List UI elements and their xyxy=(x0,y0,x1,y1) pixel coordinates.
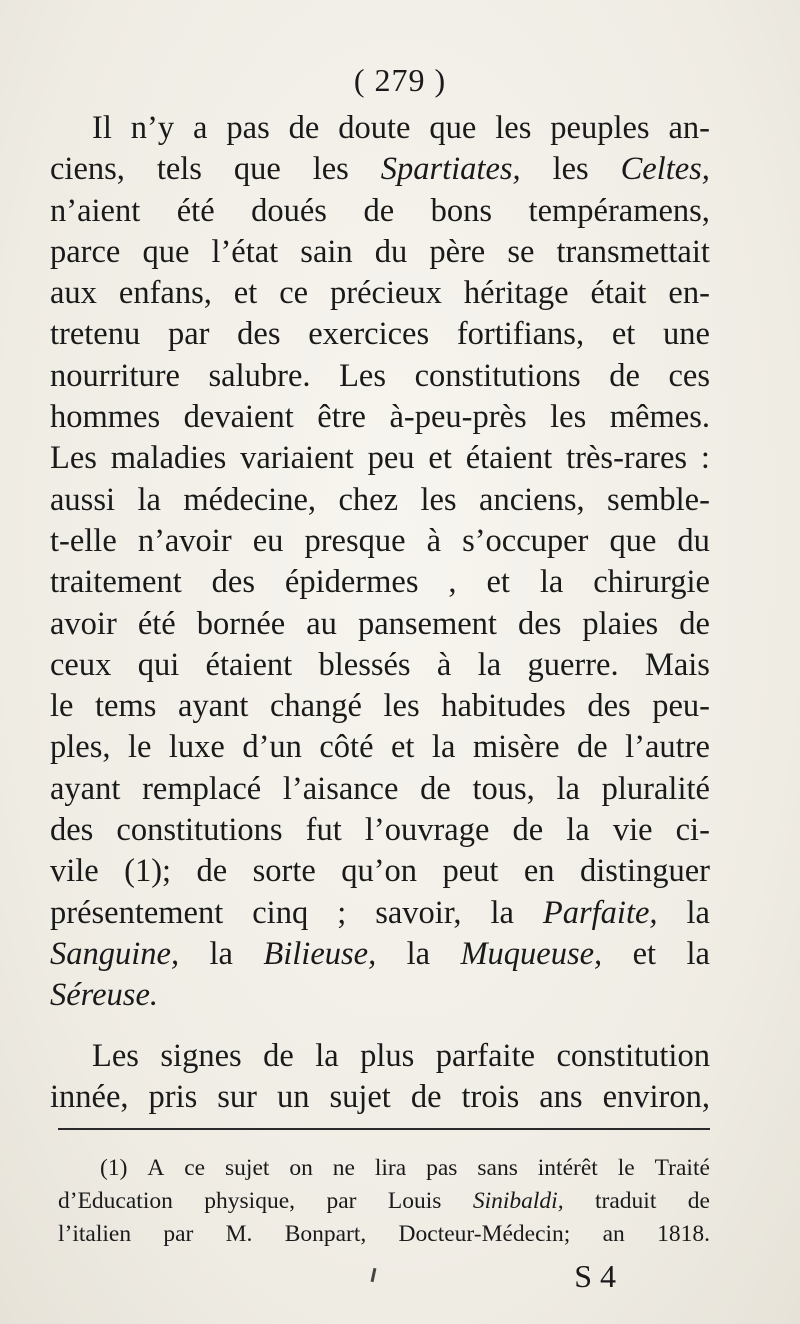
word: par xyxy=(167,316,210,353)
word: sorte xyxy=(252,853,316,890)
word: vile xyxy=(50,853,99,890)
text-line xyxy=(50,769,710,810)
word: environ, xyxy=(602,1078,710,1115)
word: sur xyxy=(217,1078,257,1115)
word: des xyxy=(518,605,562,642)
word: , xyxy=(448,564,457,601)
word: sans xyxy=(477,1155,518,1181)
text-line xyxy=(58,1185,710,1218)
word: devaient xyxy=(183,399,294,436)
word: trois xyxy=(461,1078,520,1115)
word: que xyxy=(233,151,281,188)
word: à xyxy=(426,522,442,559)
word: père xyxy=(429,233,486,270)
footnote xyxy=(58,1152,710,1251)
word: on xyxy=(289,1155,313,1181)
word: au xyxy=(306,605,337,642)
page-number: ( 279 ) xyxy=(353,62,447,98)
word: parfaite xyxy=(435,1037,536,1074)
word: la xyxy=(477,646,502,683)
word: se xyxy=(507,233,535,270)
word: héritage xyxy=(463,275,569,312)
word: intérêt xyxy=(537,1155,598,1181)
word: fortifians, xyxy=(456,316,585,353)
word: Sanguine, xyxy=(50,935,180,972)
word: Celtes, xyxy=(620,151,710,188)
text-line xyxy=(50,686,710,727)
word: Sinibaldi, xyxy=(472,1188,564,1214)
text-line xyxy=(50,273,710,314)
word: des xyxy=(211,564,255,601)
word: Muqueuse, xyxy=(460,935,603,972)
word: été xyxy=(137,605,176,642)
word: médecine, xyxy=(183,481,317,518)
word: des xyxy=(50,812,94,849)
word: savoir, xyxy=(375,894,462,931)
word: étaient xyxy=(205,646,293,683)
word: guerre. xyxy=(527,646,619,683)
word: variaient xyxy=(240,440,354,477)
word: les xyxy=(550,399,587,436)
word: habitudes xyxy=(441,688,566,725)
text-line xyxy=(50,397,710,438)
word: de xyxy=(420,770,451,807)
word: et xyxy=(233,275,258,312)
word: presque xyxy=(304,522,406,559)
word: peut xyxy=(442,853,499,890)
word: (1) xyxy=(100,1155,128,1181)
word: traitement xyxy=(50,564,182,601)
word: que xyxy=(609,522,657,559)
word: Parfaite, xyxy=(542,894,658,931)
main-text xyxy=(50,108,710,1118)
word: semble- xyxy=(607,481,710,518)
word: être xyxy=(317,399,366,436)
word: ciens, xyxy=(50,151,125,188)
word: la xyxy=(686,894,710,931)
word: peu xyxy=(367,440,415,477)
word: n’y xyxy=(130,110,175,146)
text-line xyxy=(50,934,710,975)
word: ceux xyxy=(50,646,112,683)
word: du xyxy=(374,233,408,270)
word: signes xyxy=(160,1037,242,1074)
word: A xyxy=(147,1155,165,1181)
word: enfans, xyxy=(118,275,212,312)
word: lira xyxy=(374,1155,407,1181)
word: an xyxy=(602,1221,625,1247)
word: avoir xyxy=(50,605,117,642)
word: de xyxy=(609,357,640,394)
text-line xyxy=(50,727,710,768)
word: très-rares xyxy=(566,440,688,477)
word: les xyxy=(495,110,532,146)
word: des xyxy=(237,316,281,353)
word: l’autre xyxy=(625,729,710,766)
word: l’aisance xyxy=(282,770,399,807)
word: qu’on xyxy=(341,853,418,890)
word: s’occuper xyxy=(462,522,589,559)
word: distinguer xyxy=(579,853,710,890)
word: ans xyxy=(539,1078,583,1115)
word: tretenu xyxy=(50,316,141,353)
text-line xyxy=(50,314,710,355)
word: Bonpart, xyxy=(284,1221,367,1247)
word: t-elle xyxy=(50,522,117,559)
word: le xyxy=(50,688,74,725)
text-line xyxy=(50,480,710,521)
word: des xyxy=(587,688,631,725)
word: constitutions xyxy=(414,357,581,394)
word: en- xyxy=(668,275,710,312)
word: ce xyxy=(184,1155,206,1181)
word: présentement xyxy=(50,894,224,931)
word: ayant xyxy=(177,688,249,725)
word: ples, xyxy=(50,729,111,766)
word: la xyxy=(490,894,514,931)
word: de xyxy=(263,1037,294,1074)
word: la xyxy=(406,935,431,972)
text-line xyxy=(50,521,710,562)
text-line xyxy=(50,149,710,190)
word: Mais xyxy=(644,646,710,683)
word: pas xyxy=(226,110,270,146)
word: et xyxy=(390,729,415,766)
word: du xyxy=(677,522,710,559)
word: tempéramens, xyxy=(528,192,710,229)
word: doute xyxy=(338,110,411,146)
word: an- xyxy=(668,110,710,146)
word: le xyxy=(617,1155,635,1181)
word: de xyxy=(679,605,710,642)
word: la xyxy=(315,1037,339,1074)
word: et xyxy=(428,440,452,477)
text-line xyxy=(50,562,710,603)
word: changé xyxy=(269,688,362,725)
word: Spartiates, xyxy=(380,151,521,188)
word: Traité xyxy=(654,1155,710,1181)
word: de xyxy=(196,853,228,890)
word: a xyxy=(193,110,208,146)
word: par xyxy=(163,1221,194,1247)
word: blessés xyxy=(318,646,411,683)
word: ce xyxy=(279,275,309,312)
word: bons xyxy=(430,192,493,229)
word: cinq xyxy=(252,894,309,931)
word: été xyxy=(176,192,215,229)
text-line xyxy=(58,1218,710,1251)
word: hommes xyxy=(50,399,161,436)
word: la xyxy=(209,935,233,972)
word: salubre. xyxy=(208,357,311,394)
word: sujet xyxy=(329,1078,391,1115)
word: mêmes. xyxy=(609,399,710,436)
word: parce xyxy=(50,233,121,270)
text-line xyxy=(50,893,710,934)
word: la xyxy=(539,564,564,601)
word: ci- xyxy=(675,812,710,849)
word: maladies xyxy=(110,440,227,477)
word: un xyxy=(276,1078,310,1115)
word: Séreuse. xyxy=(50,977,158,1014)
text-line xyxy=(50,232,710,273)
word: plaies xyxy=(582,605,659,642)
word: de xyxy=(687,1188,710,1214)
word: sujet xyxy=(225,1155,270,1181)
text-line xyxy=(50,645,710,686)
word: et xyxy=(632,935,657,972)
word: exercices xyxy=(308,316,430,353)
word: les xyxy=(383,688,420,725)
word: plus xyxy=(360,1037,415,1074)
word: la xyxy=(566,812,590,849)
word: Les xyxy=(50,440,97,477)
word: de xyxy=(576,729,608,766)
word: par xyxy=(326,1188,357,1214)
word: constitution xyxy=(556,1037,710,1074)
word: aussi xyxy=(50,481,115,518)
word: de xyxy=(512,812,544,849)
text-line xyxy=(50,438,710,479)
text-line xyxy=(50,604,710,645)
word: tems xyxy=(95,688,157,725)
word: chirurgie xyxy=(593,564,710,601)
word: transmettait xyxy=(556,233,710,270)
word: (1); xyxy=(124,853,172,890)
word: la xyxy=(556,770,580,807)
word: Les xyxy=(339,357,386,394)
word: pluralité xyxy=(601,770,710,807)
word: d’Education xyxy=(58,1188,173,1214)
word: peuples xyxy=(550,110,650,146)
word: traduit xyxy=(595,1188,657,1214)
word: côté xyxy=(319,729,374,766)
text-line xyxy=(50,1036,710,1077)
word: étaient xyxy=(465,440,553,477)
word: physique, xyxy=(204,1188,296,1214)
word: l’italien xyxy=(58,1221,132,1247)
word: de xyxy=(363,192,395,229)
word: fut xyxy=(305,812,342,849)
word: épidermes xyxy=(284,564,419,601)
word: de xyxy=(410,1078,442,1115)
word: Les xyxy=(92,1037,139,1074)
word: qui xyxy=(137,646,180,683)
word: les xyxy=(420,481,457,518)
word: n’avoir xyxy=(137,522,232,559)
word: pris xyxy=(148,1078,198,1115)
word: les xyxy=(552,151,589,188)
word: pas xyxy=(426,1155,458,1181)
word: ces xyxy=(668,357,710,394)
word: chez xyxy=(338,481,398,518)
word: ne xyxy=(332,1155,355,1181)
word: : xyxy=(700,440,710,477)
word: Bilieuse, xyxy=(263,935,377,972)
word: n’aient xyxy=(50,192,141,229)
word: en xyxy=(523,853,555,890)
word: précieux xyxy=(330,275,442,312)
word: pansement xyxy=(357,605,497,642)
text-line xyxy=(58,1152,710,1185)
text-line xyxy=(50,1077,710,1118)
word: vie xyxy=(612,812,653,849)
word: remplacé xyxy=(142,770,262,807)
text-line xyxy=(50,191,710,232)
word: Docteur-Médecin; xyxy=(398,1221,571,1247)
word: à xyxy=(436,646,452,683)
word: aux xyxy=(50,275,97,312)
word: M. xyxy=(225,1221,253,1247)
ink-mark xyxy=(371,1268,377,1282)
word: anciens, xyxy=(479,481,585,518)
word: peu- xyxy=(652,688,710,725)
word: de xyxy=(288,110,320,146)
word: le xyxy=(127,729,152,766)
text-line xyxy=(50,975,710,1016)
paragraph-gap xyxy=(50,1017,710,1036)
word: était xyxy=(590,275,647,312)
text-line xyxy=(50,356,710,397)
word: luxe xyxy=(168,729,225,766)
word: tous, xyxy=(472,770,535,807)
word: à-peu-près xyxy=(389,399,527,436)
word: ; xyxy=(337,894,347,931)
word: la xyxy=(137,481,161,518)
word: eu xyxy=(252,522,284,559)
word: que xyxy=(142,233,190,270)
word: la xyxy=(686,935,710,972)
word: les xyxy=(312,151,349,188)
word: Louis xyxy=(387,1188,442,1214)
word: ayant xyxy=(50,770,121,807)
word: nourriture xyxy=(50,357,180,394)
word: la xyxy=(431,729,456,766)
word: sain xyxy=(300,233,353,270)
word: misère xyxy=(472,729,560,766)
word: constitutions xyxy=(116,812,283,849)
text-line xyxy=(50,810,710,851)
signature-mark: S 4 xyxy=(574,1258,616,1294)
word: d’un xyxy=(242,729,302,766)
word: doués xyxy=(251,192,327,229)
word: et xyxy=(611,316,636,353)
word: innée, xyxy=(50,1078,129,1115)
word: Il xyxy=(92,110,112,146)
word: bornée xyxy=(196,605,286,642)
text-line xyxy=(50,108,710,149)
word: l’état xyxy=(211,233,279,270)
word: 1818. xyxy=(657,1221,710,1247)
word: une xyxy=(663,316,710,353)
text-line xyxy=(50,851,710,892)
word: que xyxy=(429,110,477,146)
word: et xyxy=(486,564,510,601)
word: l’ouvrage xyxy=(364,812,490,849)
footnote-rule xyxy=(58,1128,710,1130)
word: tels xyxy=(156,151,202,188)
